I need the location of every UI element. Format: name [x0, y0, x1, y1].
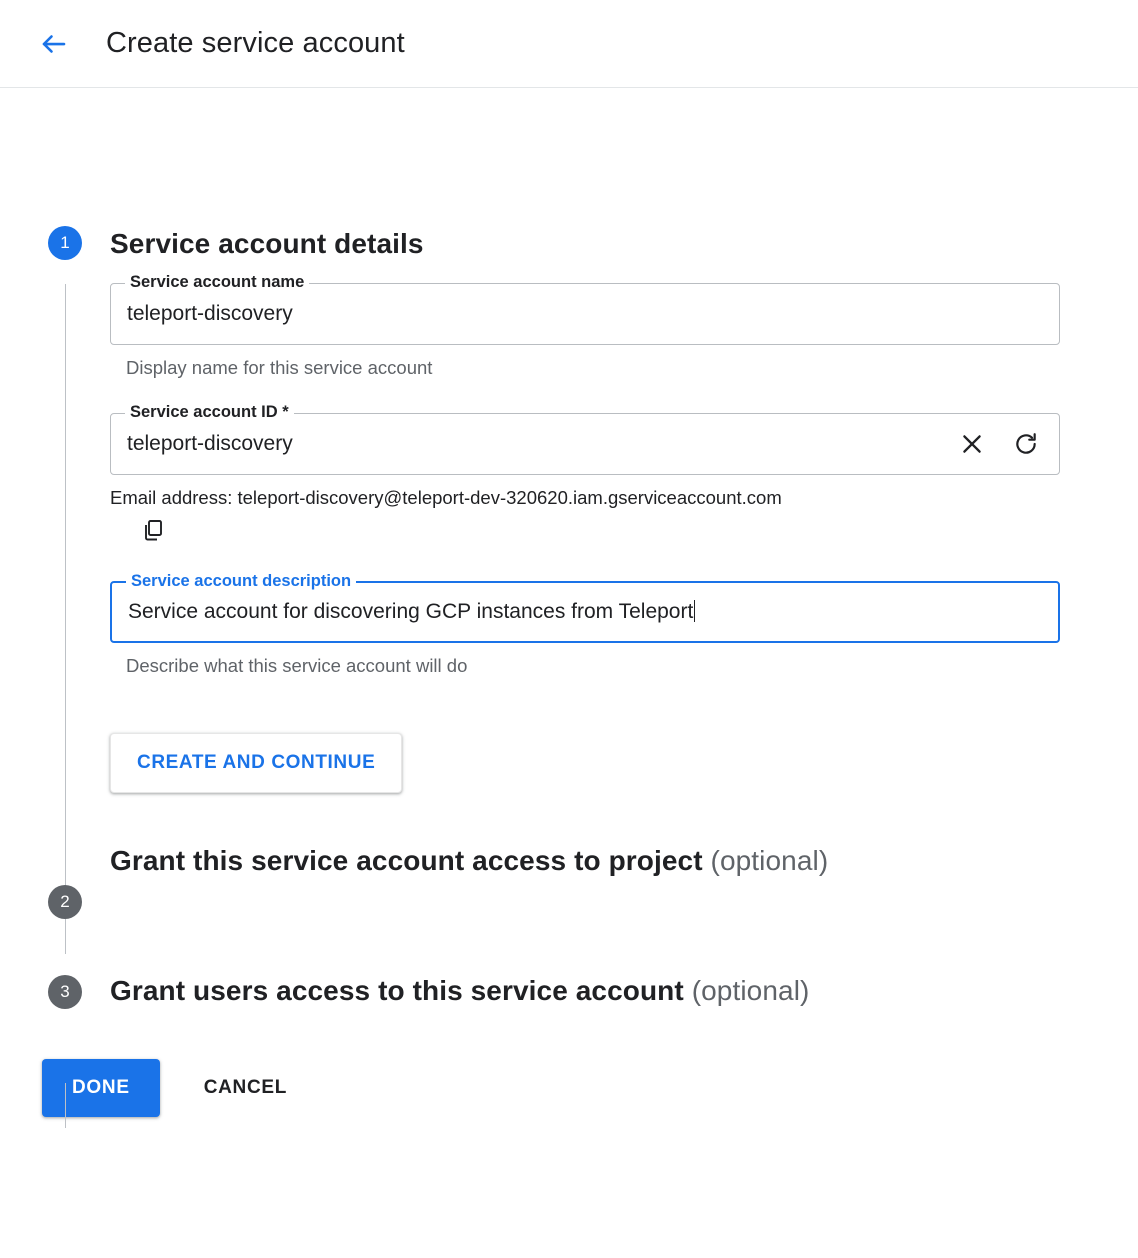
step-grant-user-access [0, 971, 1138, 1009]
step-2-marker-col [0, 843, 110, 919]
step-1-number: 1 [48, 226, 82, 260]
service-account-name-input[interactable]: teleport-discovery [127, 302, 293, 325]
service-account-id-field [110, 403, 1060, 545]
refresh-icon[interactable] [1013, 431, 1039, 457]
service-account-description-input[interactable]: Service account for discovering GCP instances from Teleport [128, 600, 1042, 624]
step-service-account-details [0, 88, 1138, 793]
page-title: Create service account [106, 27, 405, 59]
step-2-body[interactable] [110, 843, 1138, 878]
step-2-title-text: Grant this service account access to project [110, 845, 703, 876]
step-1-marker-col [0, 226, 110, 260]
step-3-title-text: Grant users access to this service account [110, 974, 684, 1006]
service-account-id-label: Service account ID * [125, 403, 294, 422]
service-account-description-label: Service account description [126, 572, 356, 591]
service-account-description-helper: Describe what this service account will do [126, 655, 468, 676]
page-header [0, 0, 1138, 88]
copy-email-row [138, 515, 1060, 545]
service-account-name-field [110, 273, 1060, 379]
service-account-name-label: Service account name [125, 273, 309, 292]
step-1-body [110, 226, 1138, 793]
done-button[interactable]: DONE [42, 1059, 160, 1117]
copy-icon[interactable] [138, 515, 168, 545]
step-3-title [110, 973, 1138, 1008]
service-account-name-helper: Display name for this service account [126, 357, 433, 378]
step-1-title: Service account details [110, 228, 424, 259]
arrow-left-icon [39, 29, 69, 59]
create-and-continue-button[interactable]: CREATE AND CONTINUE [110, 733, 402, 793]
service-account-id-input[interactable]: teleport-discovery [127, 432, 293, 455]
step-3-number: 3 [48, 975, 82, 1009]
step-2-optional-text: (optional) [710, 845, 829, 876]
step-3-marker-col [0, 971, 110, 1009]
step-3-optional-text: (optional) [691, 974, 810, 1006]
step-2-title [110, 843, 1138, 878]
step-3-body[interactable] [110, 973, 1138, 1008]
step-2-number: 2 [48, 885, 82, 919]
service-account-description-box[interactable] [110, 572, 1060, 643]
wizard-content [0, 88, 1138, 1117]
step-grant-project-access [0, 843, 1138, 919]
step-connector-2 [65, 1083, 66, 1128]
service-account-email: Email address: teleport-discovery@teleport-dev-320620.iam.gserviceaccount.com [110, 487, 782, 508]
service-account-form [110, 273, 1060, 793]
close-icon[interactable] [959, 431, 985, 457]
service-account-id-box[interactable] [110, 403, 1060, 475]
service-account-description-field [110, 572, 1060, 677]
service-account-name-box[interactable] [110, 273, 1060, 345]
cancel-button[interactable]: CANCEL [182, 1059, 309, 1117]
dialog-footer [0, 1059, 1138, 1117]
back-button[interactable] [30, 20, 78, 68]
service-account-id-actions [959, 431, 1039, 457]
